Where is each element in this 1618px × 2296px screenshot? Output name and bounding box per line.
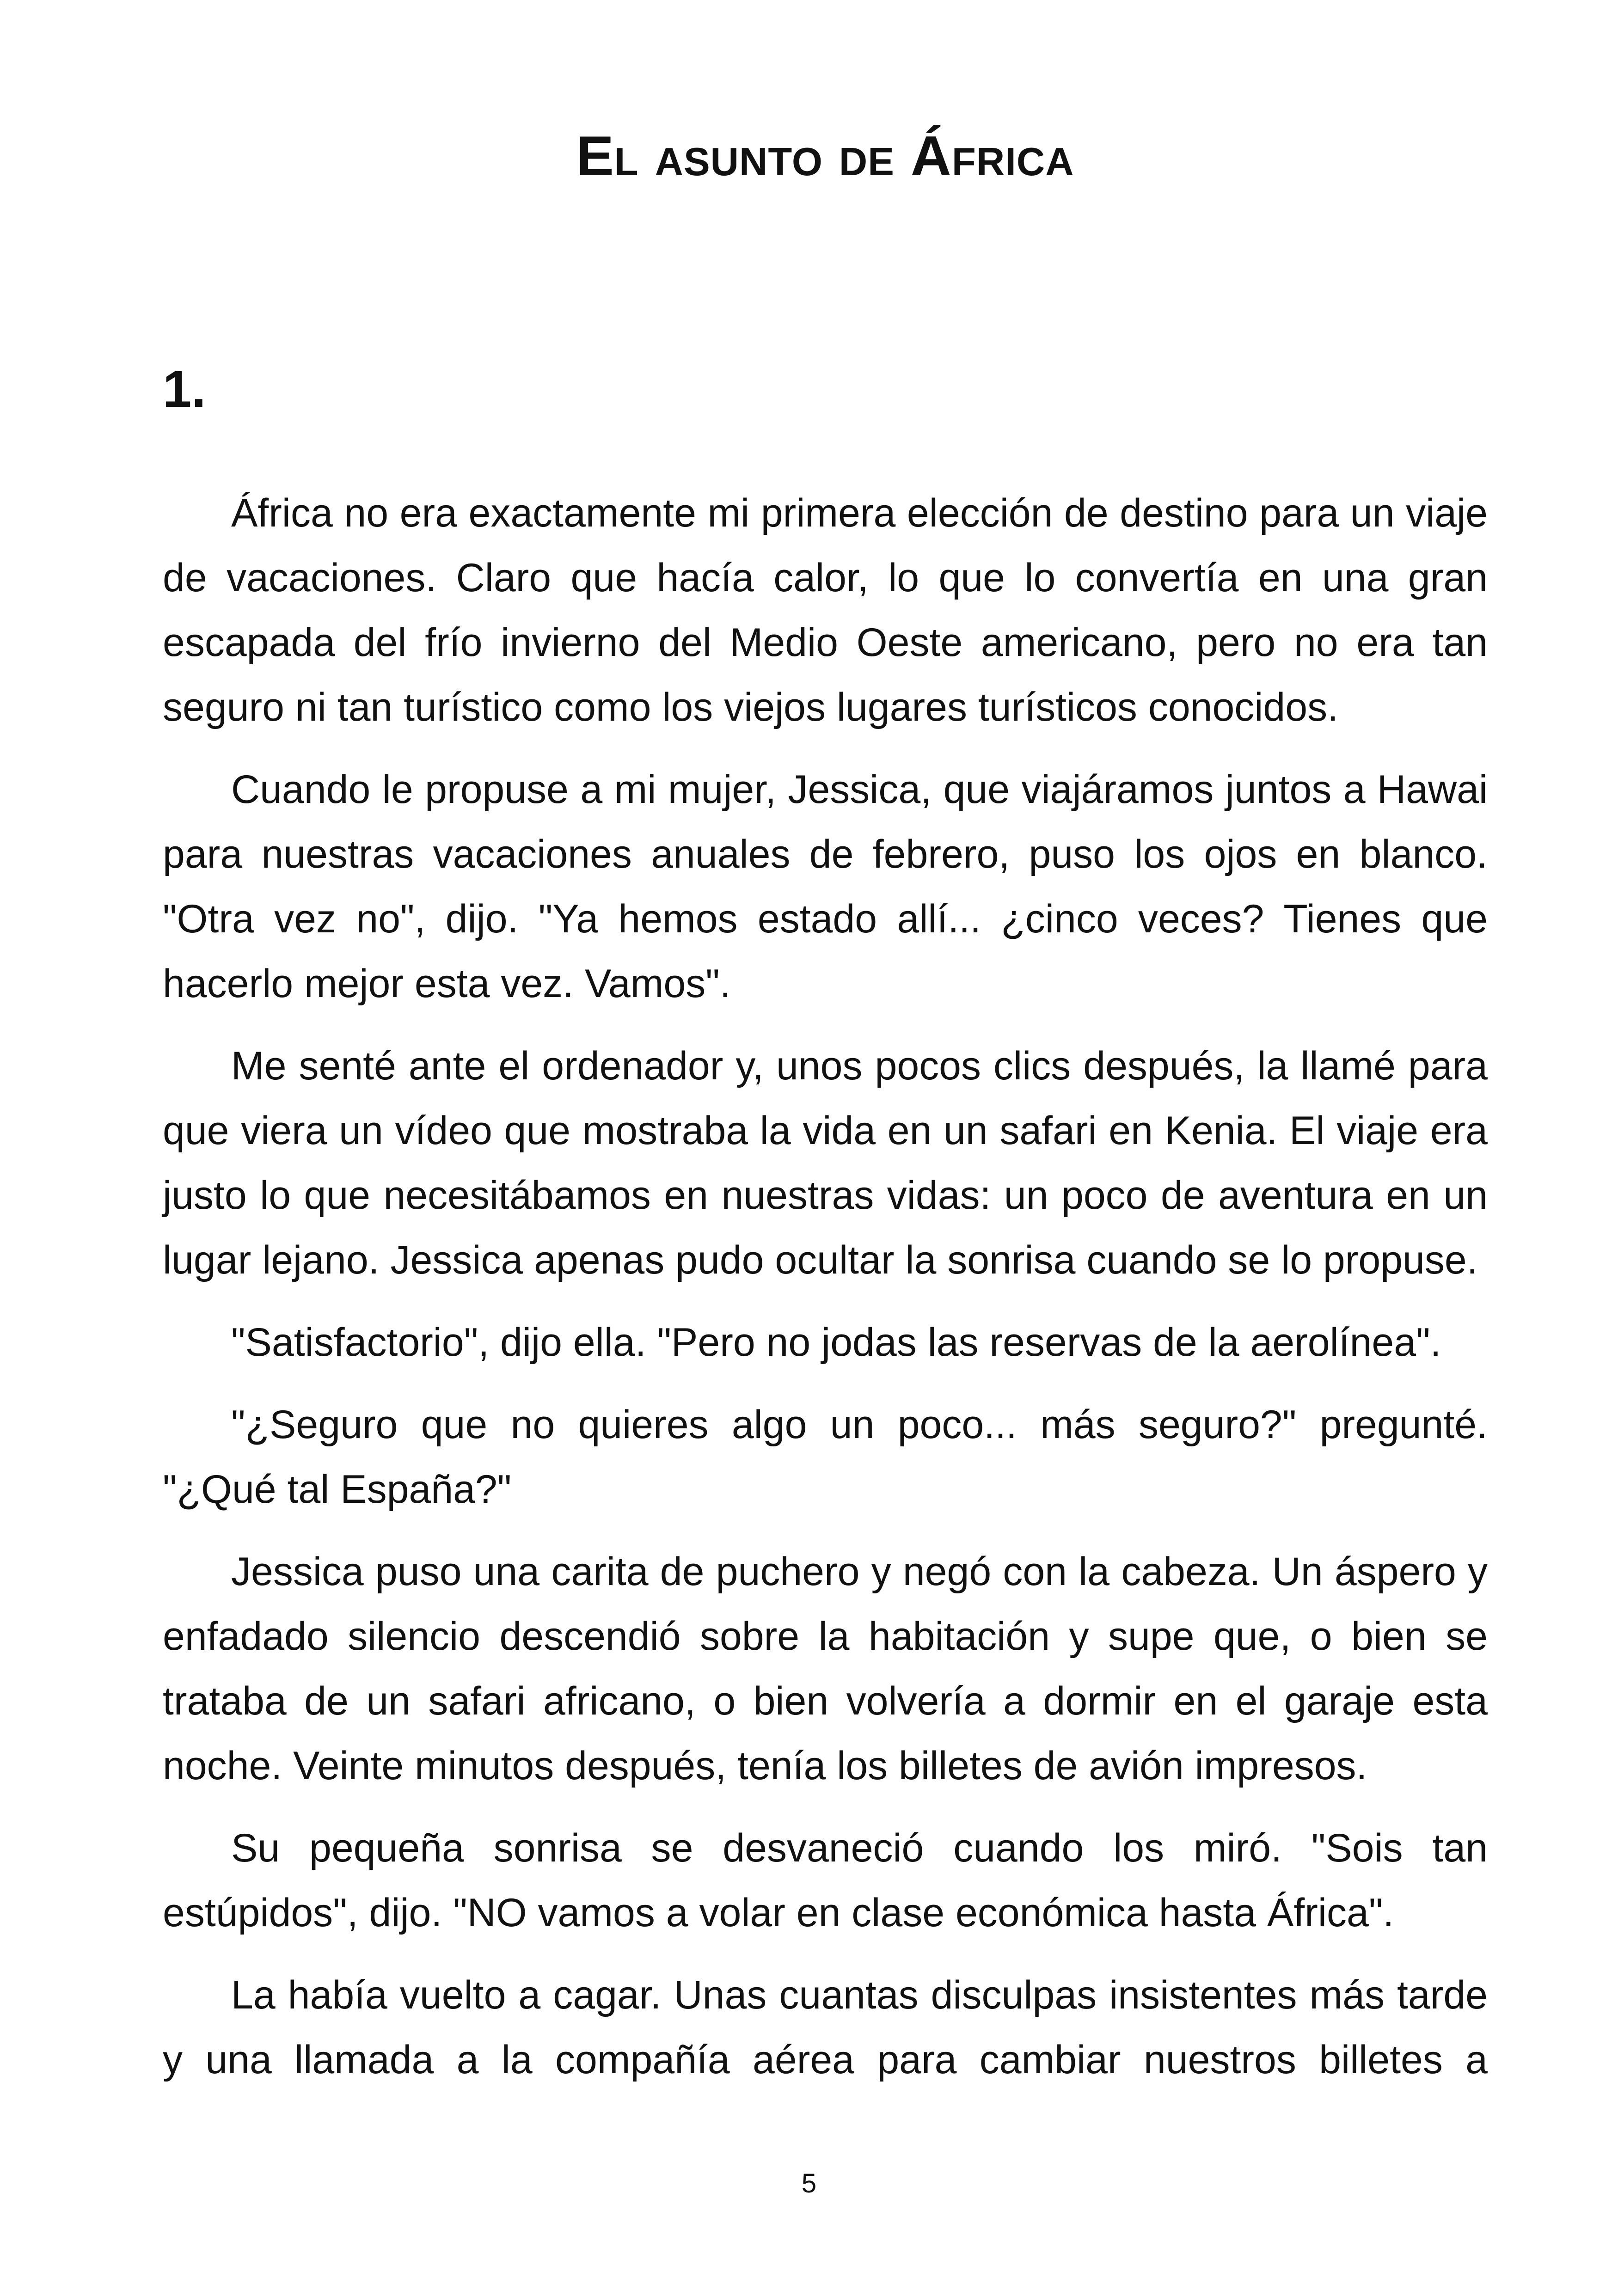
paragraph: Jessica puso una carita de puchero y negó con la cabeza. Un áspero y enfadado silencio descendió sobre la habitación y supe que, o bien se trataba de un safari africano, o bien volvería a dormir en el garaje esta noche. Veinte minutos después, tenía los billetes de avión impresos.: [163, 1549, 1488, 1788]
paragraph: Me senté ante el ordenador y, unos pocos clics después, la llamé para que viera un vídeo que mostraba la vida en un safari en Kenia. El viaje era justo lo que necesitábamos en nuestras vidas: un poco de aventura en un lugar lejano. Jessica apenas pudo ocultar la sonrisa cuando se lo propuse.: [163, 1044, 1488, 1282]
body-text: [163, 481, 1488, 2092]
paragraph: "¿Seguro que no quieres algo un poco... más seguro?" pregunté. "¿Qué tal España?": [163, 1402, 1488, 1512]
chapter-title: El asunto de África: [576, 124, 1074, 187]
page-number: 5: [801, 2168, 817, 2198]
paragraph: África no era exactamente mi primera elección de destino para un viaje de vacaciones. Claro que hacía calor, lo que lo convertía en una gran escapada del frío invierno del Medio Oeste americano, pero no era tan seguro ni tan turístico como los viejos lugares turísticos conocidos.: [163, 491, 1488, 729]
paragraph: Cuando le propuse a mi mujer, Jessica, que viajáramos juntos a Hawai para nuestras vacaciones anuales de febrero, puso los ojos en blanco. "Otra vez no", dijo. "Ya hemos estado allí... ¿cinco veces? Tienes que hacerlo mejor esta vez. Vamos".: [163, 767, 1488, 1006]
paragraph: Su pequeña sonrisa se desvaneció cuando los miró. "Sois tan estúpidos", dijo. "NO vamos a volar en clase económica hasta África".: [163, 1826, 1488, 1935]
paragraph: La había vuelto a cagar. Unas cuantas disculpas insistentes más tarde y una llamada a la compañía aérea para cambiar nuestros billetes a: [163, 1973, 1488, 2082]
chapter-number: 1.: [163, 360, 206, 418]
paragraph: "Satisfactorio", dijo ella. "Pero no jodas las reservas de la aerolínea".: [231, 1320, 1441, 1365]
